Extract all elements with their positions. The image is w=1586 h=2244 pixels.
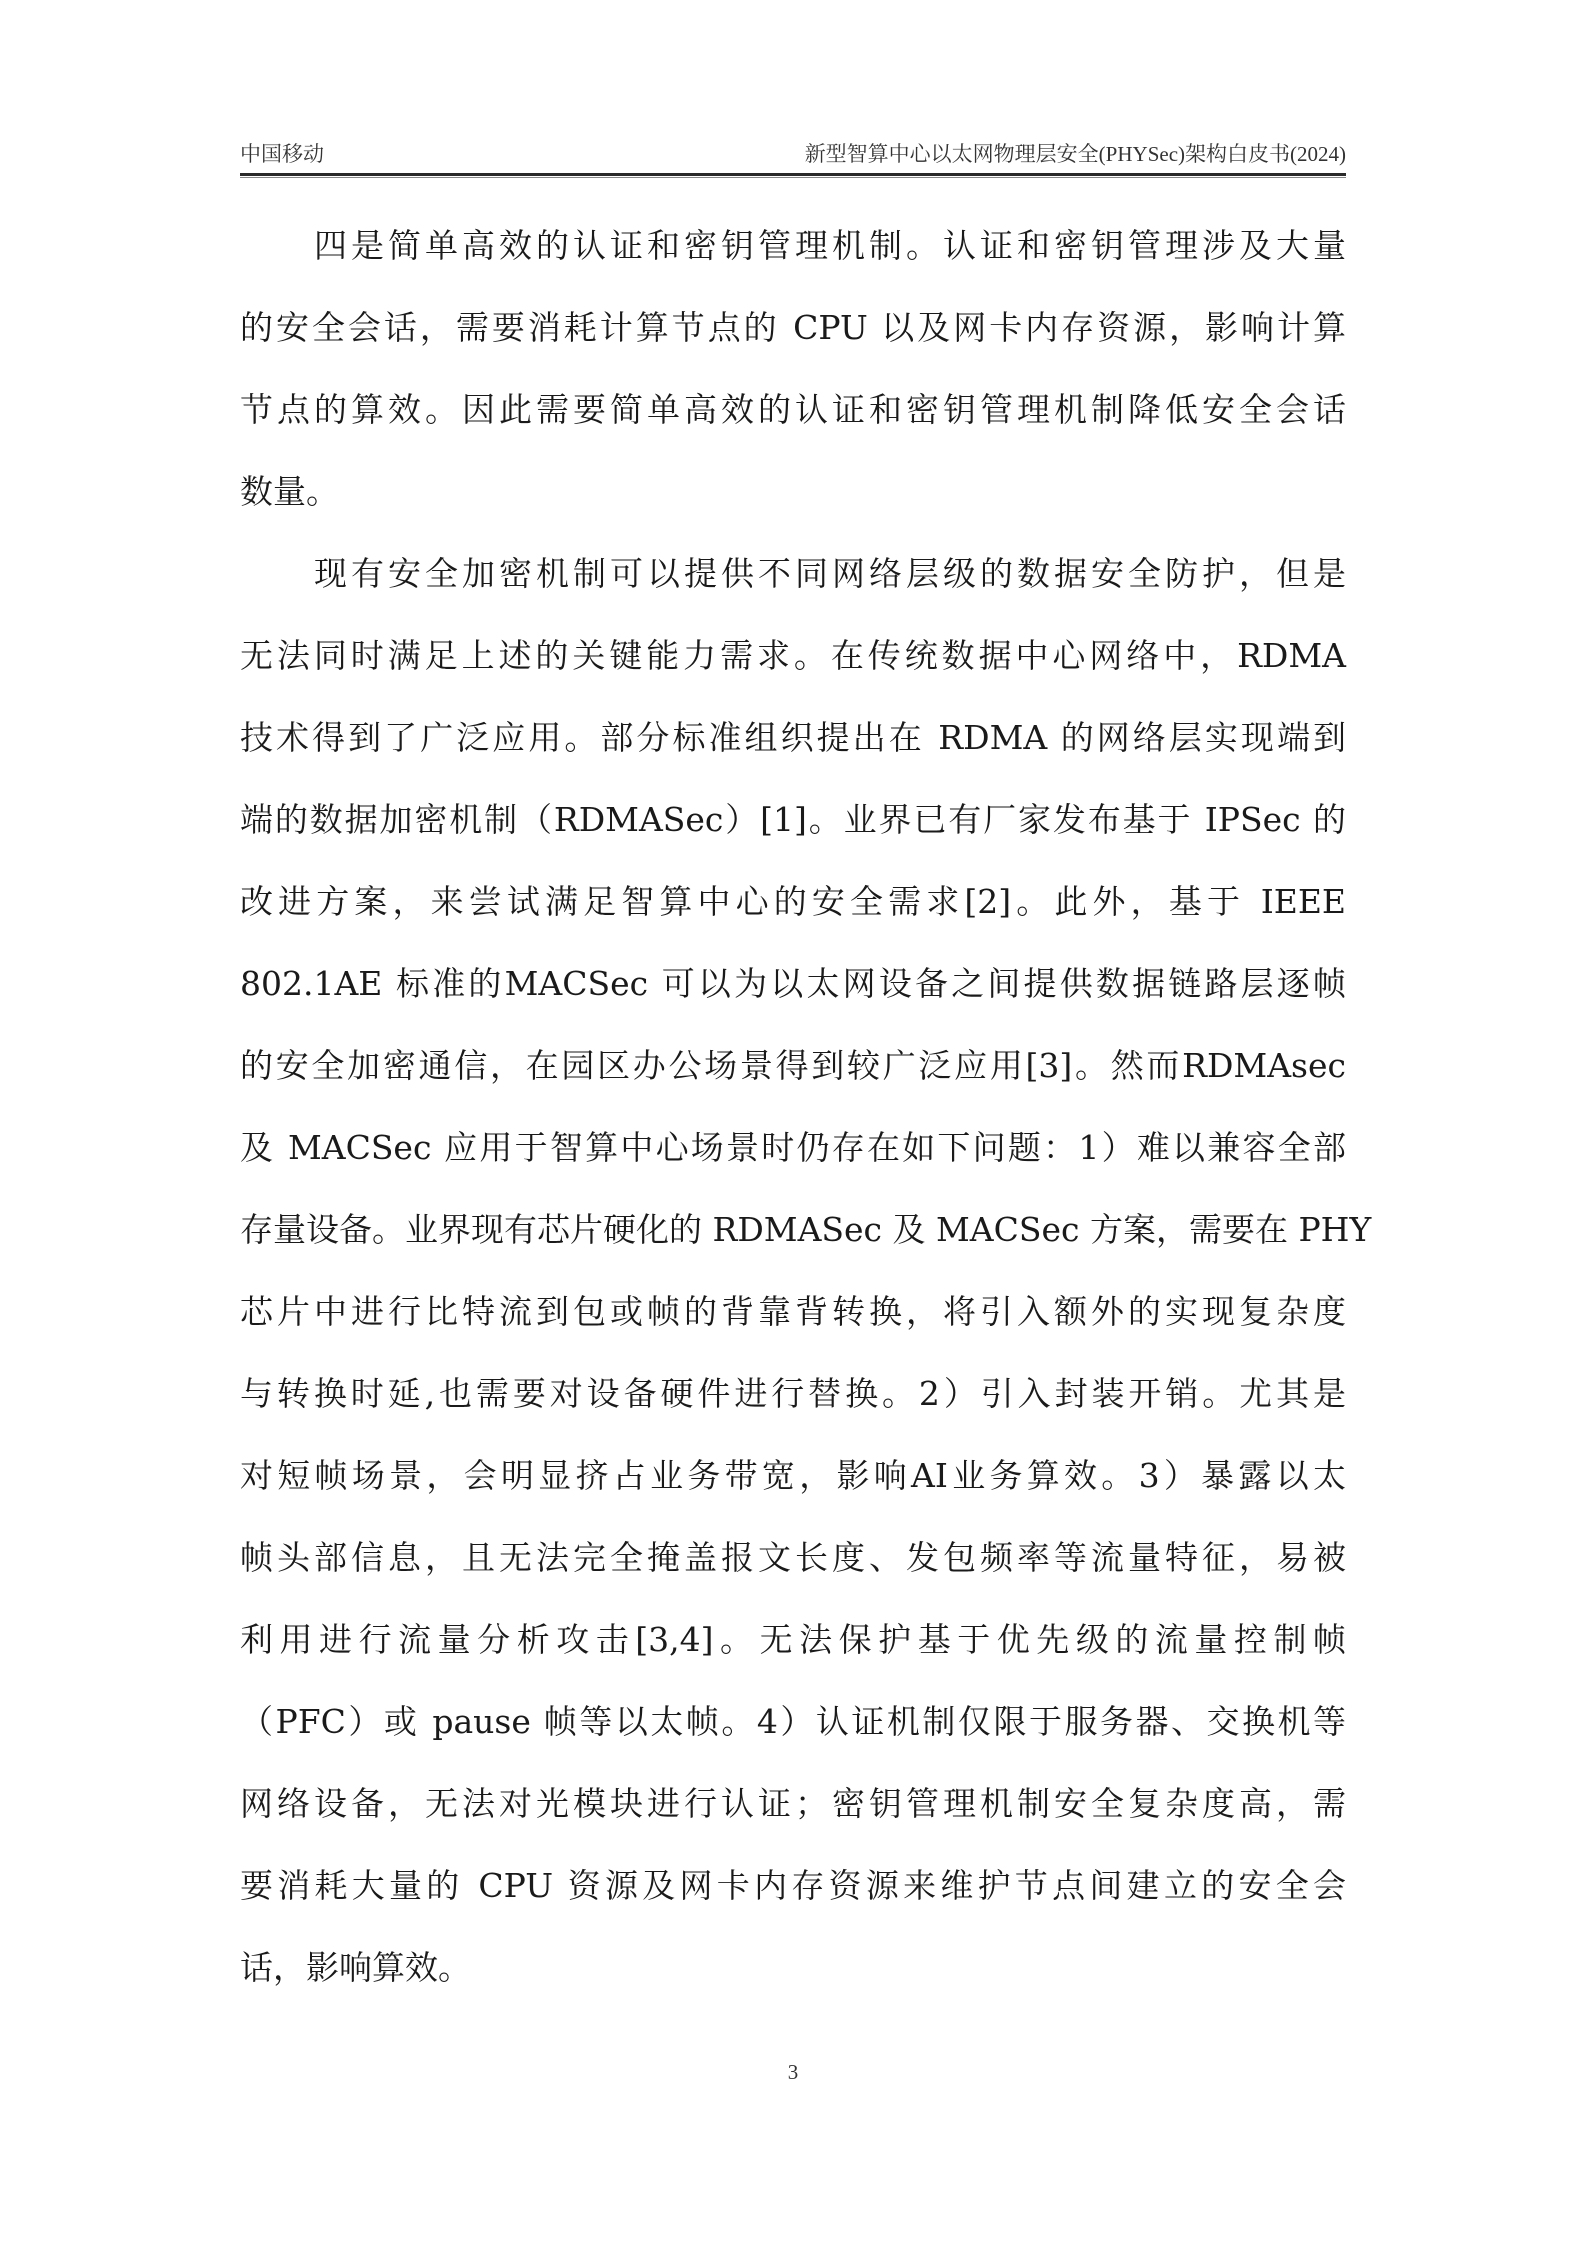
header-organization: 中国移动 <box>240 142 324 166</box>
text-line: 芯片中进行比特流到包或帧的背靠背转换，将引入额外的实现复杂度 <box>240 1292 1346 1331</box>
text-line: 利用进行流量分析攻击[3,4]。无法保护基于优先级的流量控制帧 <box>240 1620 1346 1659</box>
paragraph-key-management <box>240 205 1346 533</box>
text-line: 话，影响算效。 <box>240 1948 471 1987</box>
text-line: 节点的算效。因此需要简单高效的认证和密钥管理机制降低安全会话 <box>240 390 1346 429</box>
text-line: 帧头部信息，且无法完全掩盖报文长度、发包频率等流量特征，易被 <box>240 1538 1346 1577</box>
page-number: 3 <box>787 2060 799 2084</box>
text-line: 四是简单高效的认证和密钥管理机制。认证和密钥管理涉及大量 <box>314 226 1346 265</box>
header-rule-thin <box>240 177 1346 178</box>
text-line: 存量设备。业界现有芯片硬化的 RDMASec 及 MACSec 方案，需要在 PHY <box>240 1210 1372 1249</box>
text-line: 无法同时满足上述的关键能力需求。在传统数据中心网络中，RDMA <box>240 636 1346 675</box>
header-rule-thick <box>240 173 1346 176</box>
text-line: 网络设备，无法对光模块进行认证；密钥管理机制安全复杂度高，需 <box>240 1784 1346 1823</box>
text-line: 的安全会话，需要消耗计算节点的 CPU 以及网卡内存资源，影响计算 <box>240 308 1346 347</box>
text-line: 对短帧场景，会明显挤占业务带宽，影响AI业务算效。3）暴露以太 <box>240 1456 1346 1495</box>
text-line: 数量。 <box>240 472 339 511</box>
text-line: 要消耗大量的 CPU 资源及网卡内存资源来维护节点间建立的安全会 <box>240 1866 1346 1905</box>
text-line: 端的数据加密机制（RDMASec）[1]。业界已有厂家发布基于 IPSec 的 <box>240 800 1346 839</box>
header-document-title: 新型智算中心以太网物理层安全(PHYSec)架构白皮书(2024) <box>804 142 1346 166</box>
page-header <box>240 138 1346 174</box>
text-line: 技术得到了广泛应用。部分标准组织提出在 RDMA 的网络层实现端到 <box>240 718 1346 757</box>
text-line: 与转换时延,也需要对设备硬件进行替换。2）引入封装开销。尤其是 <box>240 1374 1346 1413</box>
text-line: 改进方案，来尝试满足智算中心的安全需求[2]。此外，基于 IEEE <box>240 882 1346 921</box>
text-line: 的安全加密通信，在园区办公场景得到较广泛应用[3]。然而RDMAsec <box>240 1046 1346 1085</box>
paragraph-existing-mechanisms <box>240 533 1372 2009</box>
text-line: 802.1AE 标准的MACSec 可以为以太网设备之间提供数据链路层逐帧 <box>240 964 1346 1003</box>
text-line: 现有安全加密机制可以提供不同网络层级的数据安全防护，但是 <box>314 554 1346 593</box>
body-text <box>240 205 1372 2009</box>
text-line: （PFC）或 pause 帧等以太帧。4）认证机制仅限于服务器、交换机等 <box>240 1702 1346 1741</box>
text-line: 及 MACSec 应用于智算中心场景时仍存在如下问题：1）难以兼容全部 <box>240 1128 1346 1167</box>
